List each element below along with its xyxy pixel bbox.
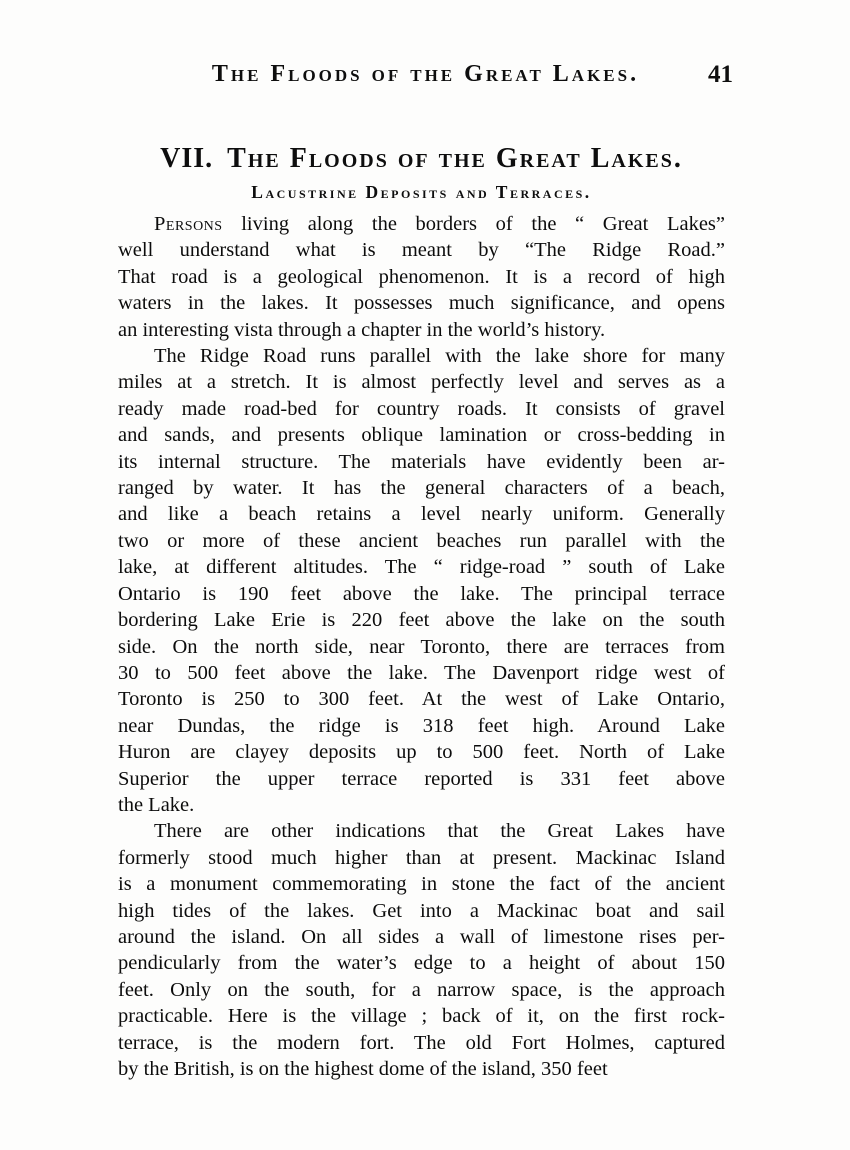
section-subtitle: Lacustrine Deposits and Terraces.: [251, 182, 592, 202]
text-line: and like a beach retains a level nearly uniform. Generally: [118, 503, 725, 526]
text-line: There are other indications that the Great Lakes have: [154, 820, 725, 843]
page-number: 41: [708, 61, 733, 88]
text-line: pendicularly from the water’s edge to a height of about 150: [118, 952, 725, 975]
running-header: [118, 58, 733, 94]
paragraph-persons-living: [118, 211, 725, 343]
text-line: near Dundas, the ridge is 318 feet high. Around Lake: [118, 714, 725, 737]
text-line: high tides of the lakes. Get into a Mackinac boat and sail: [118, 899, 725, 922]
text-line: Huron are clayey deposits up to 500 feet. North of Lake: [118, 741, 725, 764]
text-line: and sands, and presents oblique lamination or cross-bedding in: [118, 424, 725, 447]
text-line: practicable. Here is the village ; back of it, on the first rock-: [118, 1005, 725, 1028]
text-line: Persons living along the borders of the “ Great Lakes”: [154, 213, 725, 235]
text-line: two or more of these ancient beaches run parallel with the: [118, 529, 725, 552]
text-line: Superior the upper terrace reported is 331 feet above: [118, 767, 725, 790]
text-line: terrace, is the modern fort. The old Fort Holmes, captured: [118, 1031, 725, 1054]
text-line: side. On the north side, near Toronto, there are terraces from: [118, 635, 725, 658]
text-line: formerly stood much higher than at present. Mackinac Island: [118, 846, 725, 869]
text-line: feet. Only on the south, for a narrow space, is the approach: [118, 978, 725, 1001]
text-line: the Lake.: [118, 793, 195, 816]
page-body: [118, 211, 725, 1082]
section-heading: [118, 141, 725, 177]
text-line: around the island. On all sides a wall of limestone rises per-: [118, 925, 725, 948]
paragraph-other-indications: [118, 818, 725, 1082]
text-line: is a monument commemorating in stone the fact of the ancient: [118, 873, 725, 896]
text-line: The Ridge Road runs parallel with the lake shore for many: [154, 345, 725, 368]
text-line: lake, at different altitudes. The “ ridge-road ” south of Lake: [118, 556, 725, 579]
text-line: That road is a geological phenomenon. It is a record of high: [118, 265, 725, 288]
text-line: Toronto is 250 to 300 feet. At the west of Lake Ontario,: [118, 688, 725, 711]
section-number: VII.: [160, 143, 214, 174]
text-line: Ontario is 190 feet above the lake. The principal terrace: [118, 582, 725, 605]
text-line: miles at a stretch. It is almost perfectly level and serves as a: [118, 371, 725, 394]
small-caps-lead-word: Persons: [154, 213, 223, 235]
text-line: ranged by water. It has the general characters of a beach,: [118, 477, 725, 500]
text-line: ready made road-bed for country roads. It consists of gravel: [118, 397, 725, 420]
text-line: its internal structure. The materials have evidently been ar-: [118, 450, 725, 473]
running-header-title: The Floods of the Great Lakes.: [211, 61, 640, 87]
text-line: well understand what is meant by “The Ridge Road.”: [118, 239, 725, 262]
paragraph-ridge-road: [118, 343, 725, 818]
text-line: by the British, is on the highest dome of the island, 350 feet: [118, 1058, 608, 1080]
text-line: an interesting vista through a chapter in the world’s history.: [118, 318, 606, 341]
section-title: The Floods of the Great Lakes.: [227, 143, 683, 174]
text-line: waters in the lakes. It possesses much significance, and opens: [118, 292, 725, 315]
text-line: 30 to 500 feet above the lake. The Davenport ridge west of: [118, 661, 725, 684]
text-line: bordering Lake Erie is 220 feet above the lake on the south: [118, 609, 725, 632]
